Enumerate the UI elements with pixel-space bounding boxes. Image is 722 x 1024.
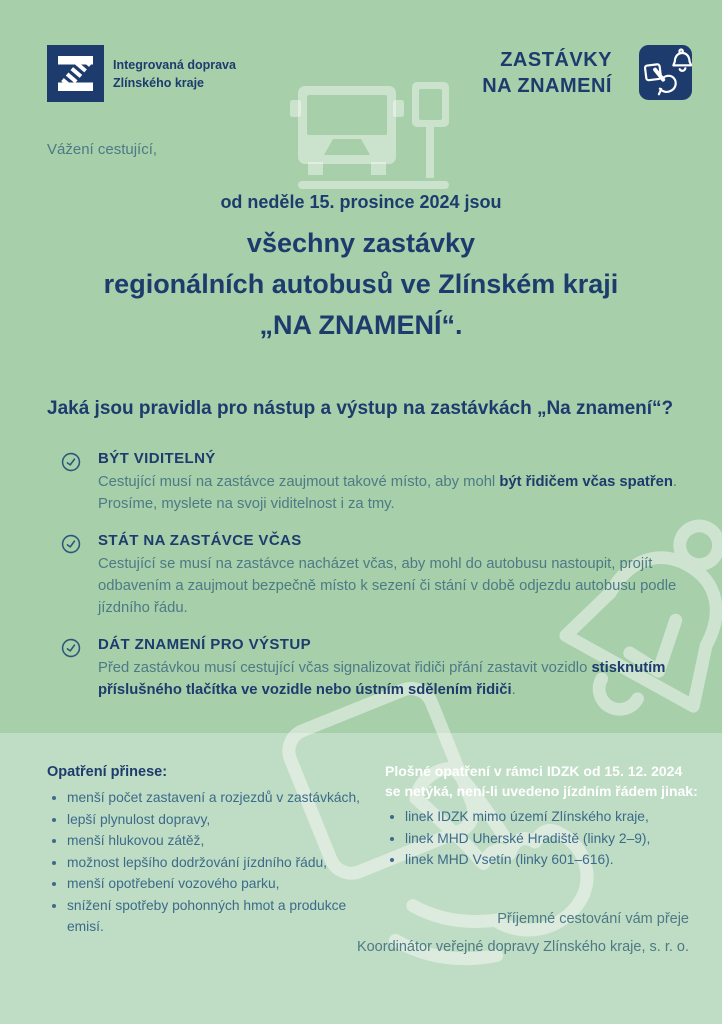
rule-body	[98, 471, 678, 515]
rule-text	[98, 636, 678, 701]
announcement	[0, 192, 722, 346]
check-circle-icon	[60, 637, 82, 659]
footer-signoff	[357, 905, 689, 961]
rule-item	[60, 532, 678, 619]
announcement-line3: „NA ZNAMENÍ“.	[259, 310, 463, 340]
announcement-intro: od neděle 15. prosince 2024 jsou	[220, 192, 502, 212]
rule-text	[98, 450, 678, 515]
check-circle-icon	[60, 533, 82, 555]
list-item: • lepší plynulost dopravy,	[67, 809, 383, 831]
rules-question: Jaká jsou pravidla pro nástup a výstup na zastávkách „Na znamení“?	[47, 398, 674, 419]
check-circle-icon	[60, 451, 82, 473]
rule-body-bold: být řidičem včas spatřen	[499, 474, 673, 490]
rule-text	[98, 532, 678, 619]
badge-title	[482, 47, 612, 99]
rule-body-text: Cestující musí na zastávce zaujmout takové místo, aby mohl	[98, 474, 500, 490]
org-name-line2: Zlínského kraje	[113, 75, 205, 90]
rule-body-text: . Prosíme, myslete na svoji viditelnost i za tmy.	[98, 474, 677, 512]
exceptions-column	[385, 762, 700, 871]
list-item: • možnost lepšího dodržování jízdního řádu,	[67, 852, 383, 874]
benefits-list	[47, 787, 383, 938]
announcement-line2: regionálních autobusů ve Zlínském kraji	[103, 269, 619, 299]
footer-line1: Příjemné cestování vám přeje	[497, 911, 689, 927]
rule-item	[60, 636, 678, 701]
org-name-line1: Integrovaná doprava	[113, 58, 236, 72]
rule-body-bold: stisknutím příslušného tlačítka ve vozidle nebo ústním sdělením řidiči	[98, 660, 666, 698]
list-item: • snížení spotřeby pohonných hmot a produkce emisí.	[67, 895, 383, 938]
exceptions-title: Plošné opatření v rámci IDZK od 15. 12. 2024 se netýká, není-li uvedeno jízdním řádem jinak:	[385, 763, 698, 799]
press-button-and-bell-icon	[639, 45, 692, 100]
rules-list	[60, 450, 678, 718]
badge-title-line1: ZASTÁVKY	[500, 49, 612, 71]
list-item: • linek MHD Uherské Hradiště (linky 2–9),	[405, 828, 700, 850]
list-item: • menší opotřebení vozového parku,	[67, 873, 383, 895]
rule-title: STÁT NA ZASTÁVCE VČAS	[98, 532, 302, 549]
bus-and-stop-sign-icon	[290, 82, 460, 189]
list-item: • linek IDZK mimo území Zlínského kraje,	[405, 806, 700, 828]
org-name	[113, 57, 236, 92]
rule-body	[98, 553, 678, 619]
rule-item	[60, 450, 678, 515]
footer-line2: Koordinátor veřejné dopravy Zlínského kraje, s. r. o.	[356, 939, 689, 955]
badge-title-line2: NA ZNAMENÍ	[482, 75, 612, 97]
rule-body-text: .	[511, 682, 516, 698]
benefits-column	[47, 762, 383, 938]
exceptions-list	[385, 806, 700, 871]
list-item: • linek MHD Vsetín (linky 601–616).	[405, 849, 700, 871]
idzk-z-logo	[47, 45, 104, 102]
benefits-title: Opatření přinese:	[47, 764, 168, 780]
rule-body-text: Cestující se musí na zastávce nacházet včas, aby mohl do autobusu nastoupit, projít odbavením a zaujmout bezpečně místo k sezení či stání v době odjezdu autobusu podle jízdního řádu.	[98, 556, 677, 616]
rule-title: DÁT ZNAMENÍ PRO VÝSTUP	[98, 636, 311, 653]
greeting-text: Vážení cestující,	[47, 141, 158, 158]
announcement-line1: všechny zastávky	[246, 228, 476, 258]
list-item: • menší hlukovou zátěž,	[67, 830, 383, 852]
rule-title: BÝT VIDITELNÝ	[98, 450, 216, 467]
rule-body	[98, 657, 678, 701]
rule-body-text: Před zastávkou musí cestující včas signalizovat řidiči přání zastavit vozidlo	[98, 660, 592, 676]
list-item: • menší počet zastavení a rozjezdů v zastávkách,	[67, 787, 383, 809]
